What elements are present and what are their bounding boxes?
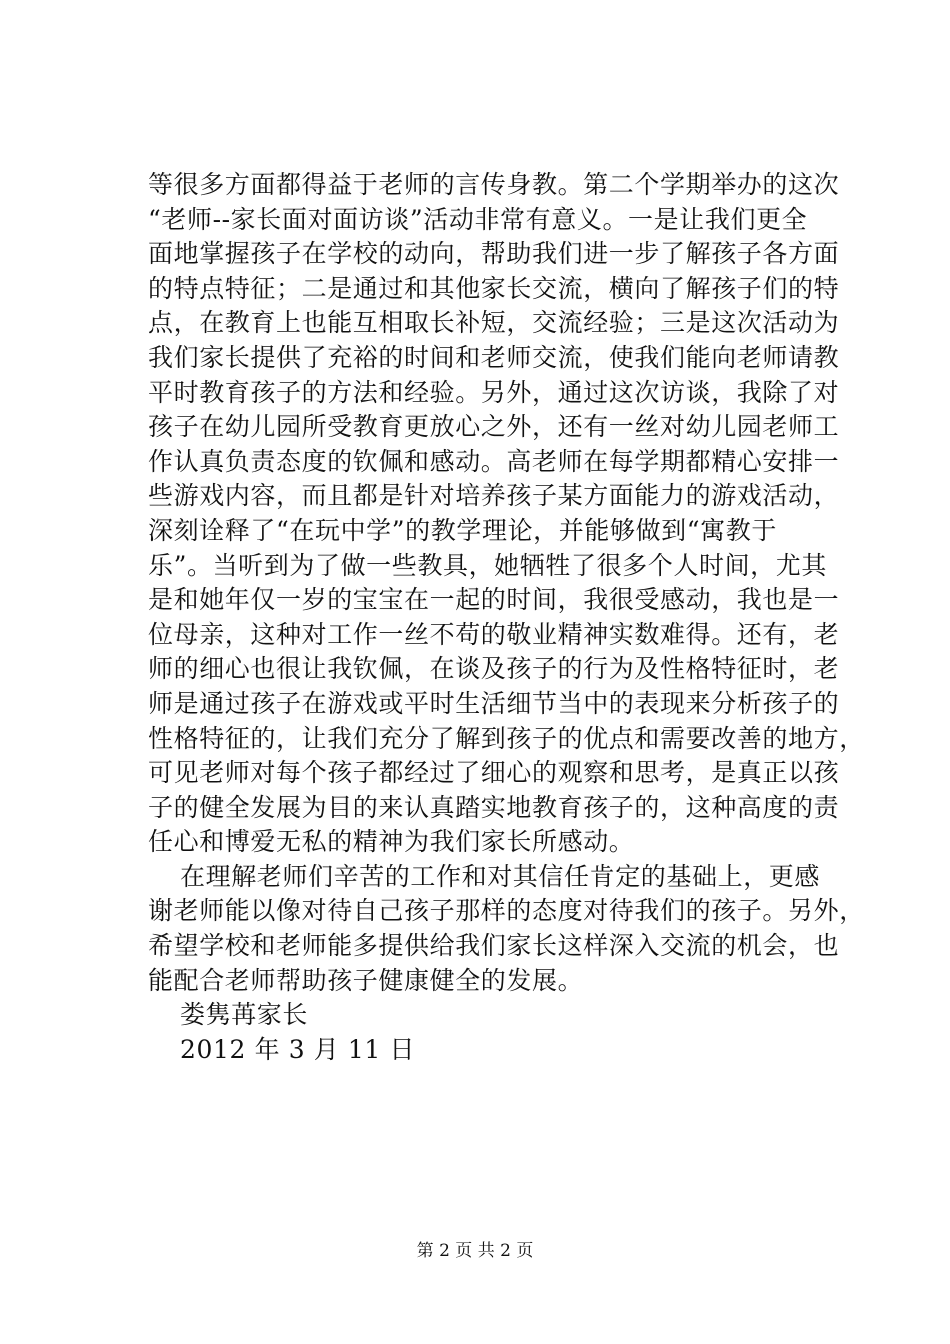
paragraph-1-line-2: “老师--家长面对面访谈”活动非常有意义。一是让我们更全 [148, 204, 808, 234]
paragraph-1-line-11: 深刻诠释了“在玩中学”的教学理论，并能够做到“寓教于 [148, 515, 777, 545]
signature-name: 娄隽苒家长 [180, 1000, 309, 1030]
paragraph-2-line-1: 在理解老师们辛苦的工作和对其信任肯定的基础上，更感 [180, 861, 821, 891]
paragraph-1-line-16: 师是通过孩子在游戏或平时生活细节当中的表现来分析孩子的 [148, 688, 840, 718]
paragraph-1-line-15: 师的细心也很让我钦佩，在谈及孩子的行为及性格特征时，老 [148, 654, 840, 684]
paragraph-1-line-20: 任心和博爱无私的精神为我们家长所感动。 [148, 827, 635, 857]
paragraph-1-line-5: 点，在教育上也能互相取长补短，交流经验；三是这次活动为 [148, 308, 840, 338]
paragraph-1-line-12: 乐”。当听到为了做一些教具，她牺牲了很多个人时间，尤其 [148, 550, 827, 580]
paragraph-1-line-17: 性格特征的，让我们充分了解到孩子的优点和需要改善的地方， [148, 723, 865, 753]
paragraph-1-line-6: 我们家长提供了充裕的时间和老师交流，使我们能向老师请教 [148, 342, 840, 372]
paragraph-1-line-18: 可见老师对每个孩子都经过了细心的观察和思考，是真正以孩 [148, 758, 840, 788]
paragraph-1-line-9: 作认真负责态度的钦佩和感动。高老师在每学期都精心安排一 [148, 446, 840, 476]
paragraph-1-line-4: 的特点特征；二是通过和其他家长交流，横向了解孩子们的特 [148, 273, 840, 303]
signature-date: 2012 年 3 月 11 日 [180, 1034, 416, 1064]
paragraph-2-line-4: 能配合老师帮助孩子健康健全的发展。 [148, 965, 584, 995]
paragraph-1-line-19: 子的健全发展为目的来认真踏实地教育孩子的，这种高度的责 [148, 792, 840, 822]
paragraph-1-line-10: 些游戏内容，而且都是针对培养孩子某方面能力的游戏活动， [148, 481, 840, 511]
paragraph-2-line-2: 谢老师能以像对待自己孩子那样的态度对待我们的孩子。另外， [148, 896, 865, 926]
paragraph-1-line-1: 等很多方面都得益于老师的言传身教。第二个学期举办的这次 [148, 170, 840, 199]
paragraph-2-line-3: 希望学校和老师能多提供给我们家长这样深入交流的机会，也 [148, 931, 840, 961]
paragraph-1-line-3: 面地掌握孩子在学校的动向，帮助我们进一步了解孩子各方面 [148, 239, 840, 269]
paragraph-1-line-13: 是和她年仅一岁的宝宝在一起的时间，我很受感动，我也是一 [148, 585, 840, 615]
paragraph-1-line-14: 位母亲，这种对工作一丝不苟的敬业精神实数难得。还有，老 [148, 619, 840, 649]
paragraph-1-line-8: 孩子在幼儿园所受教育更放心之外，还有一丝对幼儿园老师工 [148, 412, 840, 442]
paragraph-1-line-7: 平时教育孩子的方法和经验。另外，通过这次访谈，我除了对 [148, 377, 840, 407]
letter-body [148, 168, 865, 1067]
page-number-footer: 第 2 页 共 2 页 [416, 1241, 534, 1261]
